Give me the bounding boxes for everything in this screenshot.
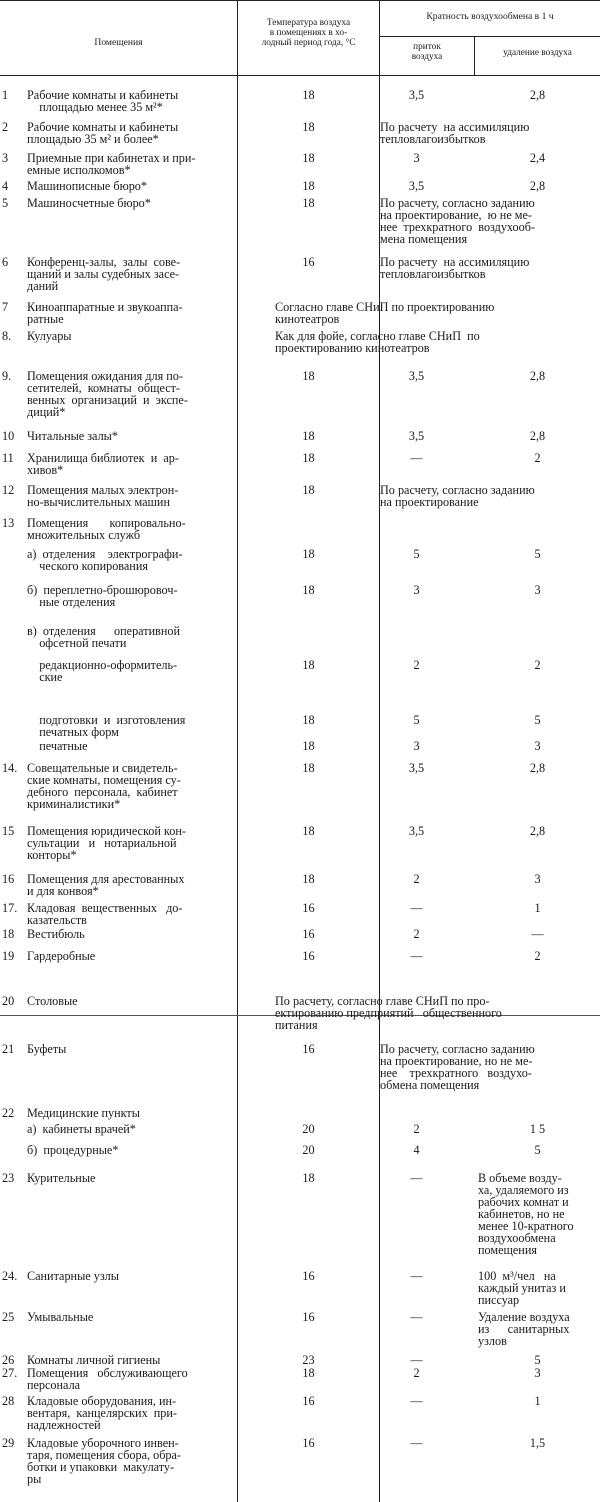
row-supply: 3,5 <box>408 761 425 775</box>
row-number: 17. <box>2 901 18 915</box>
row-number: 13 <box>2 516 15 530</box>
row-room-name: редакционно-оформитель- ские <box>39 658 178 684</box>
row-exhaust: 2 <box>534 658 541 672</box>
row-exhaust: 2,8 <box>529 369 546 383</box>
header-temperature: Температура воздуха в помещениях в хо- лодный период года, °С <box>261 18 356 48</box>
row-temperature: 18 <box>302 658 315 672</box>
row-room-name: б) процедурные* <box>27 1143 119 1157</box>
row-temperature: 16 <box>302 1310 315 1324</box>
row-supply: 5 <box>413 547 420 561</box>
row-exhaust: 5 <box>534 1143 541 1157</box>
row-supply: 3,5 <box>408 824 425 838</box>
row-number: 11 <box>2 451 14 465</box>
row-temperature: 18 <box>302 88 315 102</box>
row-temperature: 18 <box>302 483 315 497</box>
row-exhaust: 2 <box>534 949 541 963</box>
row-number: 20 <box>2 994 15 1008</box>
row-number: 5 <box>2 196 9 210</box>
row-exhaust: 2,8 <box>529 761 546 775</box>
row-supply: 3,5 <box>408 179 425 193</box>
row-room-name: Машинописные бюро* <box>27 179 147 193</box>
row-room-name: в) отделения оперативной офсетной печати <box>27 624 180 650</box>
row-exhaust: 1,5 <box>529 1436 546 1450</box>
row-number: 23 <box>2 1171 15 1185</box>
header-supply: приток воздуха <box>411 42 443 62</box>
row-temperature: 16 <box>302 1269 315 1283</box>
row-temperature: 16 <box>302 1436 315 1450</box>
row-number: 2 <box>2 120 9 134</box>
row-room-name: Кладовые уборочного инвен- таря, помещения сбора, обра- ботки и упаковки макулату- ры <box>27 1436 181 1486</box>
row-number: 18 <box>2 927 15 941</box>
row-exhaust: 2 <box>534 451 541 465</box>
row-supply: — <box>410 1394 423 1408</box>
row-merged-note: По расчету, согласно главе СНиП по про- ектированию предприятий общественного питания <box>275 994 502 1032</box>
row-number: 24. <box>2 1269 18 1283</box>
row-merged-note: По расчету, согласно заданию на проектирование <box>380 483 535 509</box>
row-number: 22 <box>2 1106 15 1120</box>
row-supply: 4 <box>413 1143 420 1157</box>
row-supply: — <box>410 1436 423 1450</box>
row-number: 19 <box>2 949 15 963</box>
row-number: 7 <box>2 300 9 314</box>
row-number: 15 <box>2 824 15 838</box>
row-supply: 3 <box>413 151 420 165</box>
row-supply: 2 <box>413 927 420 941</box>
row-temperature: 16 <box>302 255 315 269</box>
row-temperature: 18 <box>302 1171 315 1185</box>
header-exchange: Кратность воздухообмена в 1 ч <box>426 11 554 22</box>
row-room-name: Помещения юридической кон- сультации и нотариальной конторы* <box>27 824 186 862</box>
row-temperature: 18 <box>302 824 315 838</box>
row-number: 8. <box>2 329 12 343</box>
row-supply: 2 <box>413 658 420 672</box>
row-merged-note: По расчету, согласно заданию на проектирование, но не ме- нее трехкратного воздухо- обмена помещения <box>380 1042 535 1092</box>
row-supply: 2 <box>413 872 420 886</box>
row-room-name: Рабочие комнаты и кабинеты площадью 35 м² и более* <box>27 120 179 146</box>
row-room-name: Совещательные и свидетель- ские комнаты, помещения су- дебного персонала, кабинет криминалистики* <box>27 761 181 811</box>
header-exhaust: удаление воздуха <box>503 48 572 58</box>
row-temperature: 16 <box>302 1042 315 1056</box>
row-room-name: Помещения для арестованных и для конвоя* <box>27 872 185 898</box>
row-temperature: 18 <box>302 713 315 727</box>
row-temperature: 18 <box>302 151 315 165</box>
row-number: 10 <box>2 429 15 443</box>
row-temperature: 20 <box>302 1122 315 1136</box>
row-number: 21 <box>2 1042 15 1056</box>
row-number: 29 <box>2 1436 15 1450</box>
row-room-name: Машиносчетные бюро* <box>27 196 151 210</box>
row-temperature: 18 <box>302 583 315 597</box>
row-temperature: 16 <box>302 949 315 963</box>
row-number: 9. <box>2 369 12 383</box>
row-temperature: 18 <box>302 761 315 775</box>
row-supply: 3,5 <box>408 429 425 443</box>
row-exhaust: 1 <box>534 901 541 915</box>
row-room-name: Кладовая вещественных до- казательств <box>27 901 183 927</box>
row-room-name: Столовые <box>27 994 78 1008</box>
row-room-name: Курительные <box>27 1171 96 1185</box>
row-exhaust: Удаление воздуха из санитарных узлов <box>478 1310 570 1348</box>
row-room-name: Кулуары <box>27 329 72 343</box>
row-merged-note: Согласно главе СНиП по проектированию кинотеатров <box>275 300 495 326</box>
row-exhaust: 1 5 <box>529 1122 546 1136</box>
header-subdivider-rule <box>379 36 600 37</box>
row-temperature: 18 <box>302 369 315 383</box>
row-room-name: Помещения обслуживающего персонала <box>27 1366 188 1392</box>
row-supply: — <box>410 949 423 963</box>
row-number: 25 <box>2 1310 15 1324</box>
row-room-name: Читальные залы* <box>27 429 118 443</box>
row-temperature: 23 <box>302 1353 315 1367</box>
row-exhaust: 3 <box>534 872 541 886</box>
row-exhaust: 2,8 <box>529 179 546 193</box>
row-merged-note: По расчету на ассимиляцию тепловлагоизбытков <box>380 120 530 146</box>
row-exhaust: В объеме возду- ха, удаляемого из рабочих комнат и кабинетов, но не менее 10-кратного воздухообмена помещения <box>478 1171 574 1257</box>
row-supply: — <box>410 1353 423 1367</box>
row-exhaust: 5 <box>534 713 541 727</box>
row-temperature: 18 <box>302 196 315 210</box>
row-room-name: Комнаты личной гигиены <box>27 1353 161 1367</box>
row-supply: — <box>410 451 423 465</box>
header-top-rule <box>0 0 600 1</box>
row-room-name: а) кабинеты врачей* <box>27 1122 136 1136</box>
row-room-name: Хранилища библиотек и ар- хивов* <box>27 451 179 477</box>
header-rooms: Помещения <box>94 37 143 48</box>
row-room-name: Кладовые оборудования, ин- вентаря, канцелярских при- надлежностей <box>27 1394 177 1432</box>
row-merged-note: По расчету, согласно заданию на проектирование, ю не ме- нее трехкратного воздухооб- мена помещения <box>380 196 536 246</box>
row-exhaust: 100 м³/чел на каждый унитаз и писсуар <box>478 1269 566 1307</box>
header-bottom-rule <box>0 75 600 76</box>
row-number: 1 <box>2 88 9 102</box>
row-number: 3 <box>2 151 9 165</box>
row-room-name: Приемные при кабинетах и при- емные исполкомов* <box>27 151 196 177</box>
row-temperature: 18 <box>302 739 315 753</box>
row-supply: — <box>410 1171 423 1185</box>
row-supply: 3,5 <box>408 369 425 383</box>
row-exhaust: 2,8 <box>529 429 546 443</box>
row-temperature: 18 <box>302 872 315 886</box>
row-exhaust: 5 <box>534 547 541 561</box>
row-supply: 2 <box>413 1366 420 1380</box>
row-number: 28 <box>2 1394 15 1408</box>
row-room-name: б) переплетно-брошюровоч- ные отделения <box>27 583 178 609</box>
row-merged-note: Как для фойе, согласно главе СНиП по проектированию кинотеатров <box>275 329 480 355</box>
row-temperature: 18 <box>302 451 315 465</box>
row-supply: — <box>410 1310 423 1324</box>
row-exhaust: 2,8 <box>529 824 546 838</box>
row-room-name: Буфеты <box>27 1042 67 1056</box>
row-exhaust: 2,4 <box>529 151 546 165</box>
row-room-name: Санитарные узлы <box>27 1269 119 1283</box>
row-room-name: Конференц-залы, залы сове- щаний и залы судебных засе- даний <box>27 255 181 293</box>
row-room-name: Вестибюль <box>27 927 85 941</box>
row-room-name: Киноаппаратные и звукоаппа- ратные <box>27 300 183 326</box>
row-temperature: 20 <box>302 1143 315 1157</box>
row-supply: 2 <box>413 1122 420 1136</box>
row-room-name: Умывальные <box>27 1310 94 1324</box>
row-exhaust: — <box>531 927 544 941</box>
row-temperature: 16 <box>302 1394 315 1408</box>
row-supply: 3 <box>413 739 420 753</box>
row-room-name: Рабочие комнаты и кабинеты площадью менее 35 м²* <box>27 88 179 114</box>
row-room-name: Гардеробные <box>27 949 96 963</box>
row-exhaust: 3 <box>534 583 541 597</box>
row-room-name: Медицинские пункты <box>27 1106 140 1120</box>
row-merged-note: По расчету на ассимиляцию тепловлагоизбытков <box>380 255 530 281</box>
row-number: 4 <box>2 179 9 193</box>
row-room-name: Помещения малых электрон- но-вычислительных машин <box>27 483 179 509</box>
row-exhaust: 1 <box>534 1394 541 1408</box>
row-room-name: печатные <box>27 739 88 753</box>
row-supply: — <box>410 1269 423 1283</box>
row-exhaust: 3 <box>534 1366 541 1380</box>
row-temperature: 18 <box>302 1366 315 1380</box>
row-temperature: 16 <box>302 927 315 941</box>
row-room-name: Помещения ожидания для по- сетителей, комнаты общест- венных организаций и экспе- диций* <box>27 369 188 419</box>
row-number: 6 <box>2 255 9 269</box>
row-number: 16 <box>2 872 15 886</box>
row-supply: 3,5 <box>408 88 425 102</box>
row-temperature: 18 <box>302 547 315 561</box>
row-number: 27. <box>2 1366 18 1380</box>
row-room-name: подготовки и изготовления печатных форм <box>39 713 186 739</box>
row-supply: — <box>410 901 423 915</box>
row-room-name: а) отделения электрографи- ческого копирования <box>27 547 183 573</box>
row-temperature: 16 <box>302 901 315 915</box>
row-temperature: 18 <box>302 120 315 134</box>
row-number: 12 <box>2 483 15 497</box>
row-supply: 5 <box>413 713 420 727</box>
row-supply: 3 <box>413 583 420 597</box>
row-temperature: 18 <box>302 429 315 443</box>
row-room-name: Помещения копировально- множительных служб <box>27 516 186 542</box>
row-number: 14. <box>2 761 18 775</box>
row-exhaust: 2,8 <box>529 88 546 102</box>
row-temperature: 18 <box>302 179 315 193</box>
row-exhaust: 5 <box>534 1353 541 1367</box>
row-exhaust: 3 <box>534 739 541 753</box>
row-number: 26 <box>2 1353 15 1367</box>
